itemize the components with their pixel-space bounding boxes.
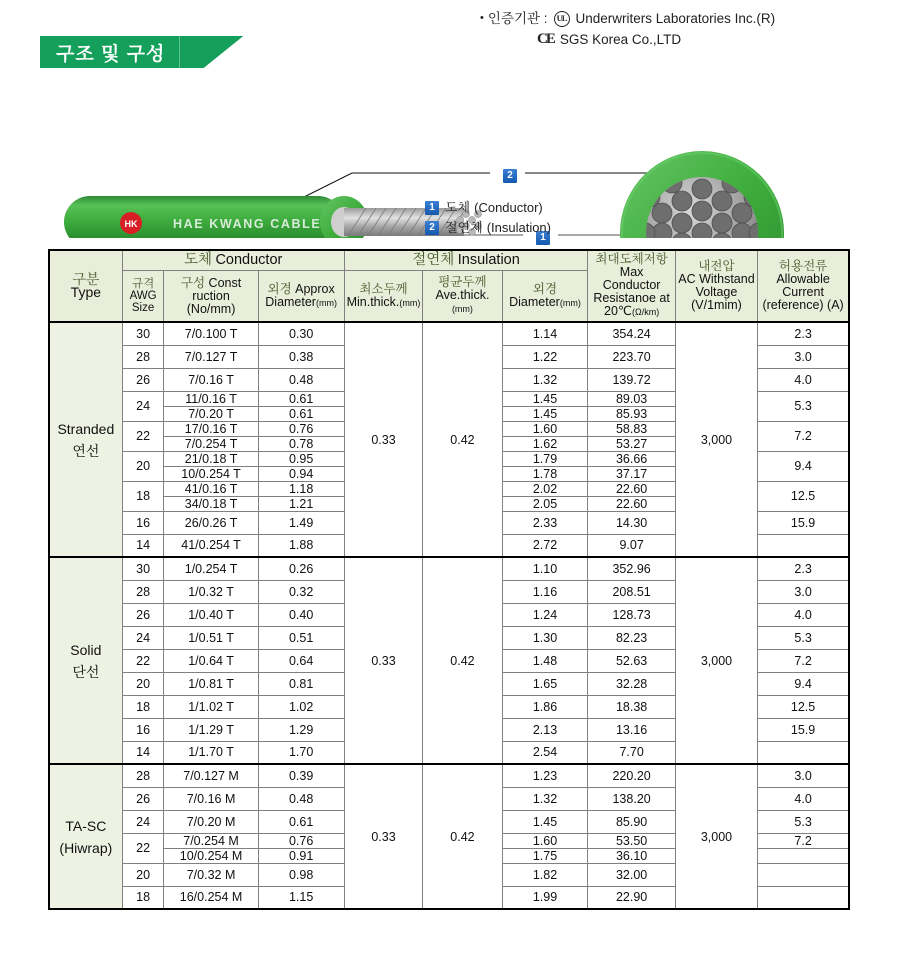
cell-allowable-current: 15.9 (758, 511, 849, 534)
certification-row-ce (480, 29, 775, 50)
cell-ave-thickness: 0.42 (423, 764, 502, 909)
cell-conductor-diameter: 0.76 (258, 833, 344, 848)
cell-insulation-diameter: 1.75 (502, 848, 588, 863)
cell-resistance: 53.50 (588, 833, 675, 848)
cell-voltage: 3,000 (675, 557, 757, 764)
cell-allowable-current (758, 741, 849, 764)
cell-conductor-diameter: 0.30 (258, 322, 344, 345)
cell-insulation-diameter: 1.10 (502, 557, 588, 580)
cell-insulation-diameter: 2.72 (502, 534, 588, 557)
cell-allowable-current: 9.4 (758, 672, 849, 695)
cell-construction: 11/0.16 T (164, 391, 258, 406)
cell-resistance: 58.83 (588, 421, 675, 436)
cell-construction: 7/0.20 M (164, 810, 258, 833)
cell-construction: 16/0.254 M (164, 886, 258, 909)
cell-construction: 26/0.26 T (164, 511, 258, 534)
header-construction: 구성 Const ruction (No/mm) (164, 271, 258, 322)
cell-ave-thickness: 0.42 (423, 322, 502, 557)
certification-ce-text: SGS Korea Co.,LTD (559, 32, 682, 47)
cell-resistance: 208.51 (588, 580, 675, 603)
cell-min-thickness: 0.33 (344, 557, 423, 764)
cell-conductor-diameter: 1.88 (258, 534, 344, 557)
cell-voltage: 3,000 (675, 322, 757, 557)
legend-item-conductor (425, 198, 551, 217)
cell-resistance: 53.27 (588, 436, 675, 451)
bullet-icon: • (480, 12, 484, 24)
cell-awg-size: 24 (122, 626, 164, 649)
cell-allowable-current (758, 863, 849, 886)
cell-resistance: 13.16 (588, 718, 675, 741)
cell-resistance: 52.63 (588, 649, 675, 672)
cell-conductor-diameter: 0.94 (258, 466, 344, 481)
cell-insulation-diameter: 1.16 (502, 580, 588, 603)
cell-awg-size: 16 (122, 511, 164, 534)
cell-resistance: 9.07 (588, 534, 675, 557)
certification-block (480, 8, 775, 50)
cell-awg-size: 26 (122, 368, 164, 391)
cell-insulation-diameter: 1.22 (502, 345, 588, 368)
cell-construction: 7/0.254 M (164, 833, 258, 848)
type-label-ko: 단선 (72, 663, 100, 680)
cell-resistance: 89.03 (588, 391, 675, 406)
cell-insulation-diameter: 1.45 (502, 406, 588, 421)
cell-allowable-current: 5.3 (758, 810, 849, 833)
cell-awg-size: 20 (122, 451, 164, 481)
cell-construction: 1/0.51 T (164, 626, 258, 649)
cell-allowable-current (758, 848, 849, 863)
cell-insulation-diameter: 2.13 (502, 718, 588, 741)
cell-insulation-diameter: 1.48 (502, 649, 588, 672)
cell-insulation-diameter: 1.62 (502, 436, 588, 451)
cell-resistance: 82.23 (588, 626, 675, 649)
svg-text:HK: HK (124, 219, 138, 229)
cell-resistance: 85.90 (588, 810, 675, 833)
cell-construction: 7/0.20 T (164, 406, 258, 421)
cell-insulation-diameter: 1.60 (502, 833, 588, 848)
cell-construction: 7/0.127 T (164, 345, 258, 368)
cell-conductor-diameter: 0.91 (258, 848, 344, 863)
cell-construction: 7/0.16 T (164, 368, 258, 391)
cell-insulation-diameter: 1.79 (502, 451, 588, 466)
cell-type (49, 557, 122, 764)
header-resistance: 최대도체저항 Max Conductor Resistanoe at 20℃(Ω/km) (588, 250, 675, 322)
cell-awg-size: 28 (122, 580, 164, 603)
cell-awg-size: 22 (122, 421, 164, 451)
callout-number-2: 2 (503, 169, 517, 183)
header-min-thickness: 최소두께 Min.thick.(mm) (344, 271, 423, 322)
cell-insulation-diameter: 1.32 (502, 368, 588, 391)
cable-brand-text: HAE KWANG CABLE (173, 217, 322, 231)
certification-label: 인증기관 : (487, 11, 548, 26)
type-label-en: Solid (70, 641, 102, 658)
cell-allowable-current: 4.0 (758, 603, 849, 626)
cell-resistance: 22.90 (588, 886, 675, 909)
legend-label-en-1: (Conductor) (474, 200, 543, 215)
banner-tail-shape (179, 36, 243, 68)
cell-resistance: 354.24 (588, 322, 675, 345)
cell-resistance: 223.70 (588, 345, 675, 368)
cell-awg-size: 18 (122, 695, 164, 718)
cell-allowable-current: 4.0 (758, 368, 849, 391)
cell-resistance: 220.20 (588, 764, 675, 787)
cell-type (49, 322, 122, 557)
cell-awg-size: 22 (122, 649, 164, 672)
table-head (49, 250, 849, 322)
cell-conductor-diameter: 0.78 (258, 436, 344, 451)
header-conductor-diameter: 외경 Approx Diameter(mm) (258, 271, 344, 322)
cell-allowable-current: 4.0 (758, 787, 849, 810)
cell-min-thickness: 0.33 (344, 764, 423, 909)
cell-insulation-diameter: 1.82 (502, 863, 588, 886)
header-insulation-diameter: 외경 Diameter(mm) (502, 271, 588, 322)
header-group-conductor: 도체 Conductor (122, 250, 344, 271)
cell-insulation-diameter: 1.45 (502, 391, 588, 406)
cell-insulation-diameter: 1.23 (502, 764, 588, 787)
cell-conductor-diameter: 1.21 (258, 496, 344, 511)
cell-allowable-current: 2.3 (758, 322, 849, 345)
table-row (49, 322, 849, 345)
ce-mark-icon: CE (537, 31, 554, 47)
cell-awg-size: 22 (122, 833, 164, 863)
cell-construction: 34/0.18 T (164, 496, 258, 511)
callout-badge-2 (503, 165, 523, 183)
cell-resistance: 32.28 (588, 672, 675, 695)
cell-conductor-diameter: 0.64 (258, 649, 344, 672)
cell-ave-thickness: 0.42 (423, 557, 502, 764)
cell-conductor-diameter: 0.95 (258, 451, 344, 466)
cell-allowable-current: 7.2 (758, 649, 849, 672)
cell-resistance: 352.96 (588, 557, 675, 580)
type-label-ko: (Hiwrap) (59, 839, 113, 856)
cell-awg-size: 24 (122, 810, 164, 833)
cell-construction: 21/0.18 T (164, 451, 258, 466)
cell-construction: 7/0.32 M (164, 863, 258, 886)
cell-insulation-diameter: 2.54 (502, 741, 588, 764)
cell-allowable-current: 3.0 (758, 580, 849, 603)
cell-resistance: 18.38 (588, 695, 675, 718)
cable-cross-section (620, 151, 784, 238)
cell-conductor-diameter: 1.02 (258, 695, 344, 718)
cell-conductor-diameter: 0.61 (258, 810, 344, 833)
cell-conductor-diameter: 0.38 (258, 345, 344, 368)
cell-conductor-diameter: 1.29 (258, 718, 344, 741)
cell-construction: 41/0.16 T (164, 481, 258, 496)
header-awg: 규격 AWG Size (122, 271, 164, 322)
cell-conductor-diameter: 0.32 (258, 580, 344, 603)
cell-construction: 41/0.254 T (164, 534, 258, 557)
header-row-top (49, 250, 849, 271)
cell-insulation-diameter: 1.78 (502, 466, 588, 481)
header-current: 허용전류 Allowable Current (reference) (A) (758, 250, 849, 322)
type-label-ko: 연선 (72, 442, 100, 459)
cell-construction: 7/0.100 T (164, 322, 258, 345)
cell-resistance: 32.00 (588, 863, 675, 886)
cell-conductor-diameter: 0.48 (258, 368, 344, 391)
cell-construction: 17/0.16 T (164, 421, 258, 436)
cell-awg-size: 16 (122, 718, 164, 741)
cell-insulation-diameter: 1.24 (502, 603, 588, 626)
cell-conductor-diameter: 0.39 (258, 764, 344, 787)
cell-conductor-diameter: 0.26 (258, 557, 344, 580)
cell-resistance: 139.72 (588, 368, 675, 391)
cell-construction: 7/0.127 M (164, 764, 258, 787)
section-banner (40, 36, 243, 68)
cell-allowable-current: 3.0 (758, 764, 849, 787)
legend-label-en-2: (Insulation) (486, 220, 551, 235)
cell-construction: 1/0.64 T (164, 649, 258, 672)
cell-insulation-diameter: 2.05 (502, 496, 588, 511)
cell-allowable-current: 3.0 (758, 345, 849, 368)
cell-resistance: 85.93 (588, 406, 675, 421)
type-label-en: TA-SC (65, 817, 107, 834)
section-title: 구조 및 구성 (40, 36, 179, 68)
cell-construction: 1/1.70 T (164, 741, 258, 764)
cell-construction: 7/0.254 T (164, 436, 258, 451)
cell-type (49, 764, 122, 909)
legend-badge-2: 2 (425, 221, 439, 235)
cell-insulation-diameter: 1.45 (502, 810, 588, 833)
legend-badge-1: 1 (425, 201, 439, 215)
cell-resistance: 14.30 (588, 511, 675, 534)
table-row (49, 557, 849, 580)
certification-ul-text: Underwriters Laboratories Inc.(R) (575, 11, 776, 26)
cell-resistance: 22.60 (588, 496, 675, 511)
cell-insulation-diameter: 1.86 (502, 695, 588, 718)
cell-conductor-diameter: 1.49 (258, 511, 344, 534)
cell-allowable-current: 12.5 (758, 695, 849, 718)
cell-construction: 1/0.254 T (164, 557, 258, 580)
cell-conductor-diameter: 0.40 (258, 603, 344, 626)
cell-construction: 1/1.02 T (164, 695, 258, 718)
header-ave-thickness: 평균두께 Ave.thick.(mm) (423, 271, 502, 322)
header-group-insulation: 절연체 Insulation (344, 250, 588, 271)
cell-awg-size: 28 (122, 764, 164, 787)
cell-awg-size: 14 (122, 534, 164, 557)
cell-resistance: 138.20 (588, 787, 675, 810)
header-voltage: 내전압 AC Withstand Voltage (V/1mim) (675, 250, 757, 322)
cell-insulation-diameter: 1.14 (502, 322, 588, 345)
cell-conductor-diameter: 0.61 (258, 391, 344, 406)
header-type: 구분 Type (49, 250, 122, 322)
cell-construction: 1/0.81 T (164, 672, 258, 695)
cell-allowable-current: 7.2 (758, 833, 849, 848)
cell-resistance: 37.17 (588, 466, 675, 481)
cell-insulation-diameter: 2.02 (502, 481, 588, 496)
cell-insulation-diameter: 2.33 (502, 511, 588, 534)
cell-resistance: 36.66 (588, 451, 675, 466)
type-label-en: Stranded (57, 420, 115, 437)
cell-awg-size: 14 (122, 741, 164, 764)
legend-item-insulation (425, 218, 551, 237)
table-body (49, 322, 849, 909)
legend-label-ko-1: 도체 (445, 200, 471, 215)
cell-construction: 1/1.29 T (164, 718, 258, 741)
cell-min-thickness: 0.33 (344, 322, 423, 557)
cell-resistance: 128.73 (588, 603, 675, 626)
cell-conductor-diameter: 1.15 (258, 886, 344, 909)
cell-voltage: 3,000 (675, 764, 757, 909)
cell-allowable-current: 9.4 (758, 451, 849, 481)
cell-conductor-diameter: 1.18 (258, 481, 344, 496)
cell-awg-size: 28 (122, 345, 164, 368)
table-row (49, 764, 849, 787)
cell-conductor-diameter: 0.98 (258, 863, 344, 886)
cell-conductor-diameter: 0.61 (258, 406, 344, 421)
cell-awg-size: 24 (122, 391, 164, 421)
cell-awg-size: 20 (122, 863, 164, 886)
cell-resistance: 7.70 (588, 741, 675, 764)
cell-awg-size: 26 (122, 603, 164, 626)
cell-insulation-diameter: 1.65 (502, 672, 588, 695)
cell-conductor-diameter: 0.48 (258, 787, 344, 810)
diagram-legend (425, 198, 551, 238)
cell-allowable-current: 15.9 (758, 718, 849, 741)
cell-allowable-current: 5.3 (758, 391, 849, 421)
cell-allowable-current: 2.3 (758, 557, 849, 580)
callout-number-1: 1 (536, 231, 550, 245)
cell-construction: 1/0.40 T (164, 603, 258, 626)
cell-allowable-current: 12.5 (758, 481, 849, 511)
cell-conductor-diameter: 1.70 (258, 741, 344, 764)
cell-conductor-diameter: 0.51 (258, 626, 344, 649)
cell-resistance: 22.60 (588, 481, 675, 496)
cell-allowable-current (758, 534, 849, 557)
cell-construction: 10/0.254 M (164, 848, 258, 863)
cell-insulation-diameter: 1.60 (502, 421, 588, 436)
cell-resistance: 36.10 (588, 848, 675, 863)
cell-awg-size: 30 (122, 557, 164, 580)
cell-awg-size: 18 (122, 481, 164, 511)
certification-row-ul (480, 8, 775, 29)
cell-insulation-diameter: 1.32 (502, 787, 588, 810)
specification-table-wrapper (48, 249, 850, 910)
cell-awg-size: 30 (122, 322, 164, 345)
cell-allowable-current (758, 886, 849, 909)
cell-construction: 10/0.254 T (164, 466, 258, 481)
cell-construction: 1/0.32 T (164, 580, 258, 603)
cell-awg-size: 18 (122, 886, 164, 909)
cell-insulation-diameter: 1.30 (502, 626, 588, 649)
cell-awg-size: 20 (122, 672, 164, 695)
ul-mark-icon: UL (554, 11, 570, 27)
cell-conductor-diameter: 0.76 (258, 421, 344, 436)
cell-construction: 7/0.16 M (164, 787, 258, 810)
cell-allowable-current: 7.2 (758, 421, 849, 451)
cell-awg-size: 26 (122, 787, 164, 810)
cell-allowable-current: 5.3 (758, 626, 849, 649)
specification-table (48, 249, 850, 910)
cell-insulation-diameter: 1.99 (502, 886, 588, 909)
cell-conductor-diameter: 0.81 (258, 672, 344, 695)
legend-label-ko-2: 절연체 (445, 220, 483, 235)
